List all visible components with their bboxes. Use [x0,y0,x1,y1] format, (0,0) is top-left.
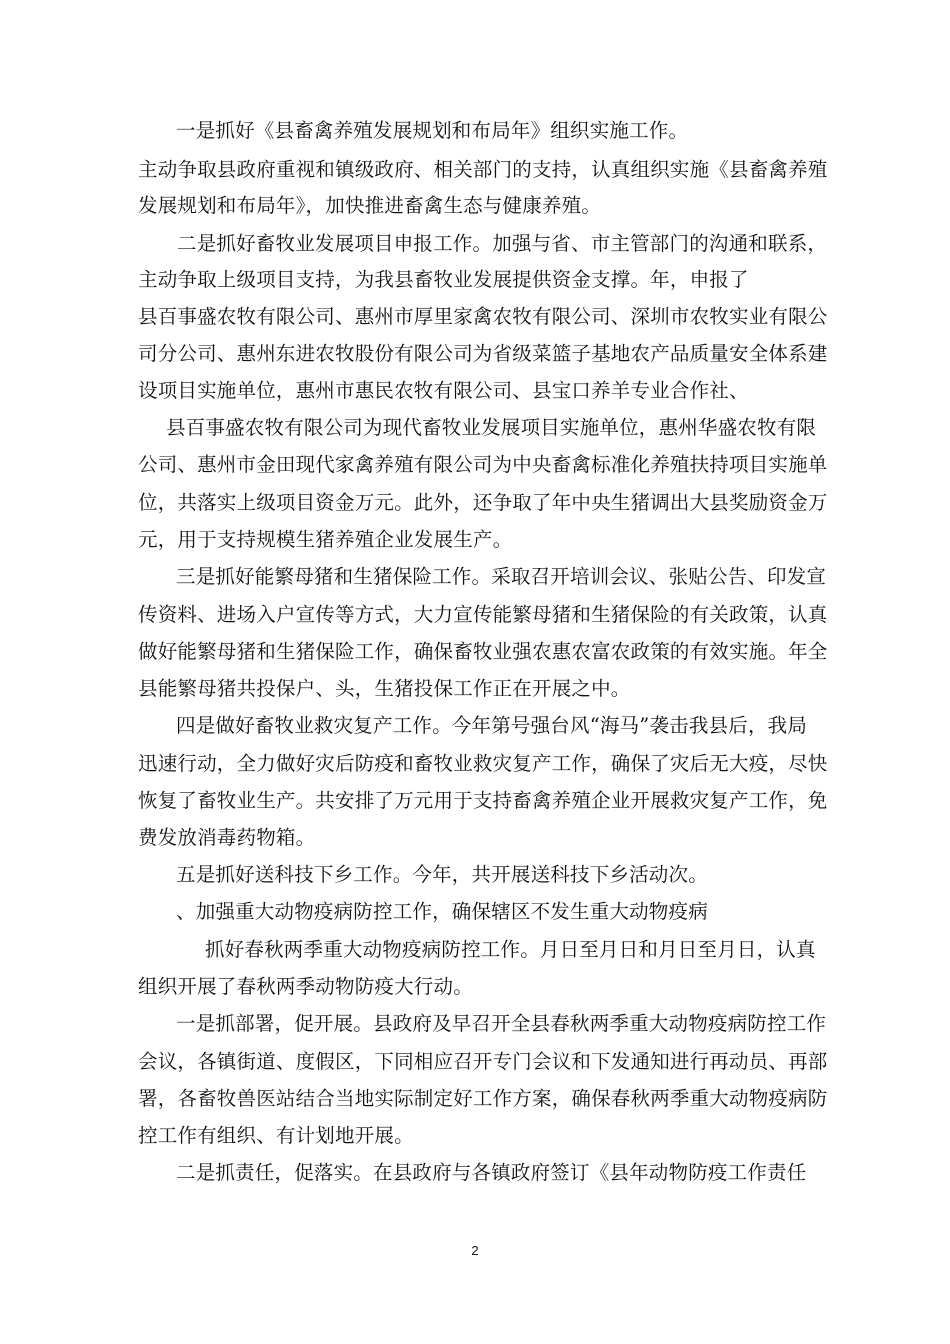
text-line: 发展规划和布局年》，加快推进畜禽生态与健康养殖。 [138,194,602,217]
text-line: 主动争取上级项目支持，为我县畜牧业发展提供资金支撑。年，申报了 [138,268,749,291]
text-line: 署，各畜牧兽医站结合当地实际制定好工作方案，确保春秋两季重大动物疫病防 [138,1087,828,1110]
text-line: 四是做好畜牧业救灾复产工作。今年第号强台风“海马”袭击我县后，我局 [176,714,808,737]
text-line: 五是抓好送科技下乡工作。今年，共开展送科技下乡活动次。 [176,863,708,886]
text-line: 传资料、进场入户宣传等方式，大力宣传能繁母猪和生猪保险的有关政策，认真 [138,603,828,626]
text-line: 主动争取县政府重视和镇级政府、相关部门的支持，认真组织实施《县畜禽养殖 [138,158,828,181]
text-line: 二是抓责任，促落实。在县政府与各镇政府签订《县年动物防疫工作责任 [176,1161,807,1184]
text-line: 抓好春秋两季重大动物疫病防控工作。月日至月日和月日至月日，认真 [205,938,816,961]
text-line: 控工作有组织、有计划地开展。 [138,1124,414,1147]
text-line: 费发放消毒药物箱。 [138,826,316,849]
text-line: 恢复了畜牧业生产。共安排了万元用于支持畜禽养殖企业开展救灾复产工作，免 [138,789,828,812]
text-line: 二是抓好畜牧业发展项目申报工作。加强与省、市主管部门的沟通和联系， [177,232,828,255]
text-line: 公司、惠州市金田现代家禽养殖有限公司为中央畜禽标准化养殖扶持项目实施单 [138,453,828,476]
text-line: 县能繁母猪共投保户、头，生猪投保工作正在开展之中。 [138,677,631,700]
text-line: 迅速行动，全力做好灾后防疫和畜牧业救灾复产工作，确保了灾后无大疫，尽快 [138,752,828,775]
text-line: 司分公司、惠州东进农牧股份有限公司为省级菜篮子基地农产品质量安全体系建 [138,342,828,365]
text-line: 组织开展了春秋两季动物防疫大行动。 [138,975,473,998]
text-line: 三是抓好能繁母猪和生猪保险工作。采取召开培训会议、张贴公告、印发宣 [176,565,827,588]
text-line: 县百事盛农牧有限公司为现代畜牧业发展项目实施单位，惠州华盛农牧有限 [166,416,817,439]
text-line: 设项目实施单位，惠州市惠民农牧有限公司、县宝口养羊专业合作社、 [138,379,749,402]
page-number: 2 [471,1243,479,1258]
text-line: 位，共落实上级项目资金万元。此外，还争取了年中央生猪调出大县奖励资金万 [138,491,828,514]
text-line: 会议，各镇街道、度假区，下同相应召开专门会议和下发通知进行再动员、再部 [138,1050,828,1073]
text-line: 、加强重大动物疫病防控工作，确保辖区不发生重大动物疫病 [176,900,708,923]
text-line: 一是抓部署，促开展。县政府及早召开全县春秋两季重大动物疫病防控工作 [176,1012,827,1035]
text-line: 做好能繁母猪和生猪保险工作，确保畜牧业强农惠农富农政策的有效实施。年全 [138,640,828,663]
text-line: 一是抓好《县畜禽养殖发展规划和布局年》组织实施工作。 [176,119,689,142]
text-line: 县百事盛农牧有限公司、惠州市厚里家禽农牧有限公司、深圳市农牧实业有限公 [138,305,828,328]
text-line: 元，用于支持规模生猪养殖企业发展生产。 [138,528,513,551]
